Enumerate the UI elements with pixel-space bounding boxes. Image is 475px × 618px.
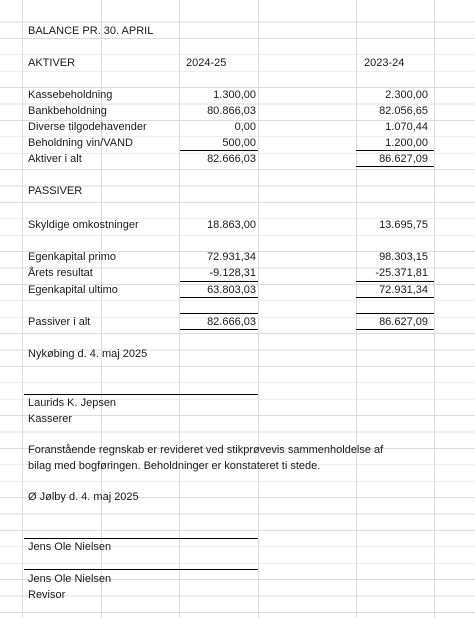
total-rule bbox=[356, 166, 434, 167]
subtotal-rule bbox=[180, 281, 258, 282]
subtotal-rule bbox=[356, 150, 434, 151]
equity-current: 72.931,34 bbox=[207, 251, 256, 263]
asset-previous: 1.200,00 bbox=[385, 137, 428, 149]
liabilities-heading: PASSIVER bbox=[28, 185, 83, 197]
equity-end-current: 63.803,03 bbox=[207, 284, 256, 296]
liabilities-total-current: 82.666,03 bbox=[207, 316, 256, 328]
subtotal-rule bbox=[356, 281, 434, 282]
auditor-role: Revisor bbox=[28, 589, 66, 601]
asset-current: 1.300,00 bbox=[213, 89, 256, 101]
equity-end-previous: 72.931,34 bbox=[379, 284, 428, 296]
debts-label: Skyldige omkostninger bbox=[28, 219, 139, 231]
subtotal-rule bbox=[180, 150, 258, 151]
col-header-2024-25: 2024-25 bbox=[186, 57, 227, 69]
equity-current: -9.128,31 bbox=[209, 267, 256, 279]
asset-current: 0,00 bbox=[234, 121, 256, 133]
total-rule bbox=[356, 313, 434, 314]
col-header-2023-24: 2023-24 bbox=[364, 57, 405, 69]
assets-heading: AKTIVER bbox=[28, 57, 76, 69]
liabilities-total-label: Passiver i alt bbox=[28, 316, 91, 328]
total-rule bbox=[180, 297, 258, 298]
liabilities-total-previous: 86.627,09 bbox=[379, 316, 428, 328]
assets-total-label: Aktiver i alt bbox=[28, 153, 82, 165]
asset-label: Bankbeholdning bbox=[28, 105, 107, 117]
treasurer-place-date: Nykøbing d. 4. maj 2025 bbox=[28, 348, 148, 360]
equity-end-label: Egenkapital ultimo bbox=[28, 284, 118, 296]
equity-label: Egenkapital primo bbox=[28, 251, 117, 263]
audit-note-line-2: bilag med bogføringen. Beholdninger er konstateret ti stede. bbox=[28, 460, 321, 472]
asset-label: Diverse tilgodehavender bbox=[28, 121, 147, 133]
treasurer-name: Laurids K. Jepsen bbox=[28, 397, 117, 409]
signature-line bbox=[24, 394, 258, 395]
debts-previous: 13.695,75 bbox=[379, 219, 428, 231]
total-rule bbox=[180, 313, 258, 314]
equity-previous: 98.303,15 bbox=[379, 251, 428, 263]
auditor-signed-name: Jens Ole Nielsen bbox=[28, 541, 112, 553]
asset-previous: 1.070,44 bbox=[385, 121, 428, 133]
assets-total-previous: 86.627,09 bbox=[379, 153, 428, 165]
asset-label: Beholdning vin/VAND bbox=[28, 137, 133, 149]
asset-previous: 82.056,65 bbox=[379, 105, 428, 117]
asset-label: Kassebeholdning bbox=[28, 89, 113, 101]
total-rule bbox=[356, 329, 434, 330]
asset-current: 80.866,03 bbox=[207, 105, 256, 117]
asset-current: 500,00 bbox=[222, 137, 256, 149]
sheet-title: BALANCE PR. 30. APRIL bbox=[28, 25, 154, 37]
debts-current: 18.863,00 bbox=[207, 219, 256, 231]
treasurer-role: Kasserer bbox=[28, 413, 73, 425]
audit-note-line-1: Foranstående regnskab er revideret ved stikprøvevis sammenholdelse af bbox=[28, 444, 384, 456]
signature-line bbox=[24, 569, 258, 570]
equity-previous: -25.371,81 bbox=[375, 267, 428, 279]
total-rule bbox=[356, 297, 434, 298]
auditor-printed-name: Jens Ole Nielsen bbox=[28, 573, 112, 585]
auditor-place-date: Ø Jølby d. 4. maj 2025 bbox=[28, 491, 139, 503]
equity-label: Årets resultat bbox=[28, 267, 93, 279]
total-rule bbox=[180, 329, 258, 330]
asset-previous: 2.300,00 bbox=[385, 89, 428, 101]
assets-total-current: 82.666,03 bbox=[207, 153, 256, 165]
signature-line bbox=[24, 538, 258, 539]
